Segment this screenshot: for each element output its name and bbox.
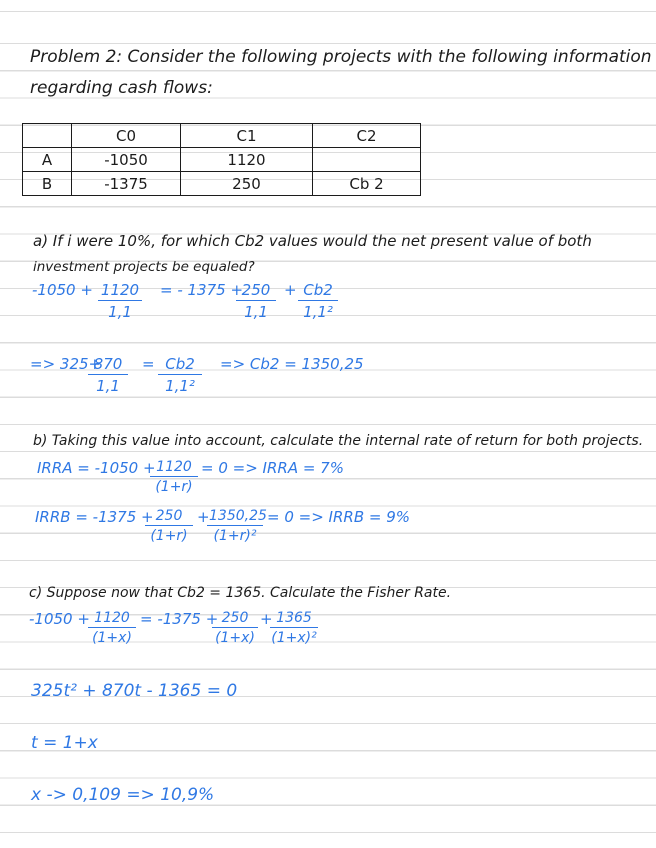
fraction-denominator: (1+x)² [271, 630, 317, 646]
problem-heading-line-1: Problem 2: Consider the following projects with the following information [30, 47, 652, 67]
table-cell: C1 [181, 124, 313, 148]
table-cell: C2 [313, 124, 421, 148]
table-cell: 250 [181, 172, 313, 196]
part-c-result: x -> 0,109 => 10,9% [31, 785, 215, 805]
part-c-eq1-fraction-3 [270, 610, 318, 646]
part-a-eq2-equals: = [142, 355, 155, 373]
problem-heading-line-2: regarding cash flows: [30, 78, 213, 98]
part-b-irr-b-fraction-2 [207, 508, 267, 544]
part-c-eq1-lhs: -1050 + [29, 610, 90, 628]
table-cell: Cb 2 [313, 172, 421, 196]
part-b-irr-b-rhs: = 0 => IRRB = 9% [267, 508, 411, 526]
fraction-numerator: 1365 [270, 610, 318, 628]
fraction-numerator: Cb2 [298, 281, 338, 301]
part-a-eq1-fraction-1 [98, 281, 142, 321]
part-b-irr-b-lhs: IRRB = -1375 + [35, 508, 154, 526]
fraction-numerator: 1120 [88, 610, 136, 628]
part-b-irr-a-rhs: = 0 => IRRA = 7% [201, 459, 344, 477]
table-cell: A [23, 148, 72, 172]
part-a-eq1-fraction-3 [298, 281, 338, 321]
part-a-question-line-1: a) If i were 10%, for which Cb2 values would the net present value of both [33, 232, 592, 250]
table-cell: -1375 [72, 172, 181, 196]
part-b-irr-a-fraction [150, 459, 198, 495]
fraction-numerator: Cb2 [158, 355, 202, 375]
fraction-denominator: (1+x) [92, 630, 132, 646]
part-c-eq1-fraction-1 [88, 610, 136, 646]
table-cell: C0 [72, 124, 181, 148]
part-c-question: c) Suppose now that Cb2 = 1365. Calculate the Fisher Rate. [29, 585, 452, 601]
fraction-numerator: 250 [212, 610, 258, 628]
fraction-denominator: (1+x) [215, 630, 255, 646]
part-a-eq1-middle: = - 1375 + [160, 281, 244, 299]
fraction-denominator: 1,1 [244, 303, 268, 321]
fraction-denominator: (1+r) [155, 479, 193, 495]
part-c-eq1-fraction-2 [212, 610, 258, 646]
table-cell: -1050 [72, 148, 181, 172]
fraction-numerator: 870 [88, 355, 128, 375]
part-a-eq2-result: => Cb2 = 1350,25 [220, 355, 364, 373]
fraction-denominator: 1,1² [165, 377, 195, 395]
fraction-denominator: 1,1 [96, 377, 120, 395]
part-b-irr-b-plus: + [197, 508, 210, 526]
part-a-eq2-fraction-2 [158, 355, 202, 395]
part-b-irr-a-lhs: IRRA = -1050 + [37, 459, 156, 477]
part-a-eq1-plus: + [284, 281, 297, 299]
table-cell: 1120 [181, 148, 313, 172]
fraction-denominator: (1+r) [150, 528, 188, 544]
part-c-eq1-plus: + [260, 610, 273, 628]
part-a-question-line-2: investment projects be equaled? [33, 259, 255, 275]
table-cell: B [23, 172, 72, 196]
part-b-question: b) Taking this value into account, calculate the internal rate of return for both projects. [33, 433, 644, 449]
part-a-eq1-lhs: -1050 + [32, 281, 93, 299]
part-a-eq1-fraction-2 [236, 281, 276, 321]
part-a-eq2-fraction-1 [88, 355, 128, 395]
part-c-eq1-middle: = -1375 + [140, 610, 219, 628]
table-row [23, 172, 421, 196]
table-header-row [23, 124, 421, 148]
table-cell [23, 124, 72, 148]
fraction-denominator: 1,1² [303, 303, 333, 321]
part-b-irr-b-fraction-1 [145, 508, 193, 544]
fraction-numerator: 250 [236, 281, 276, 301]
table-row [23, 148, 421, 172]
fraction-denominator: (1+r)² [213, 528, 257, 544]
part-a-eq2-prefix: => 325+ [30, 355, 102, 373]
fraction-numerator: 1120 [98, 281, 142, 301]
fraction-numerator: 1120 [150, 459, 198, 477]
part-c-substitution: t = 1+x [31, 733, 98, 753]
fraction-numerator: 1350,25 [209, 508, 267, 524]
fraction-denominator: 1,1 [108, 303, 132, 321]
table-cell [313, 148, 421, 172]
part-c-quadratic: 325t² + 870t - 1365 = 0 [31, 681, 238, 701]
fraction-numerator: 250 [145, 508, 193, 526]
cash-flow-table [22, 123, 421, 196]
